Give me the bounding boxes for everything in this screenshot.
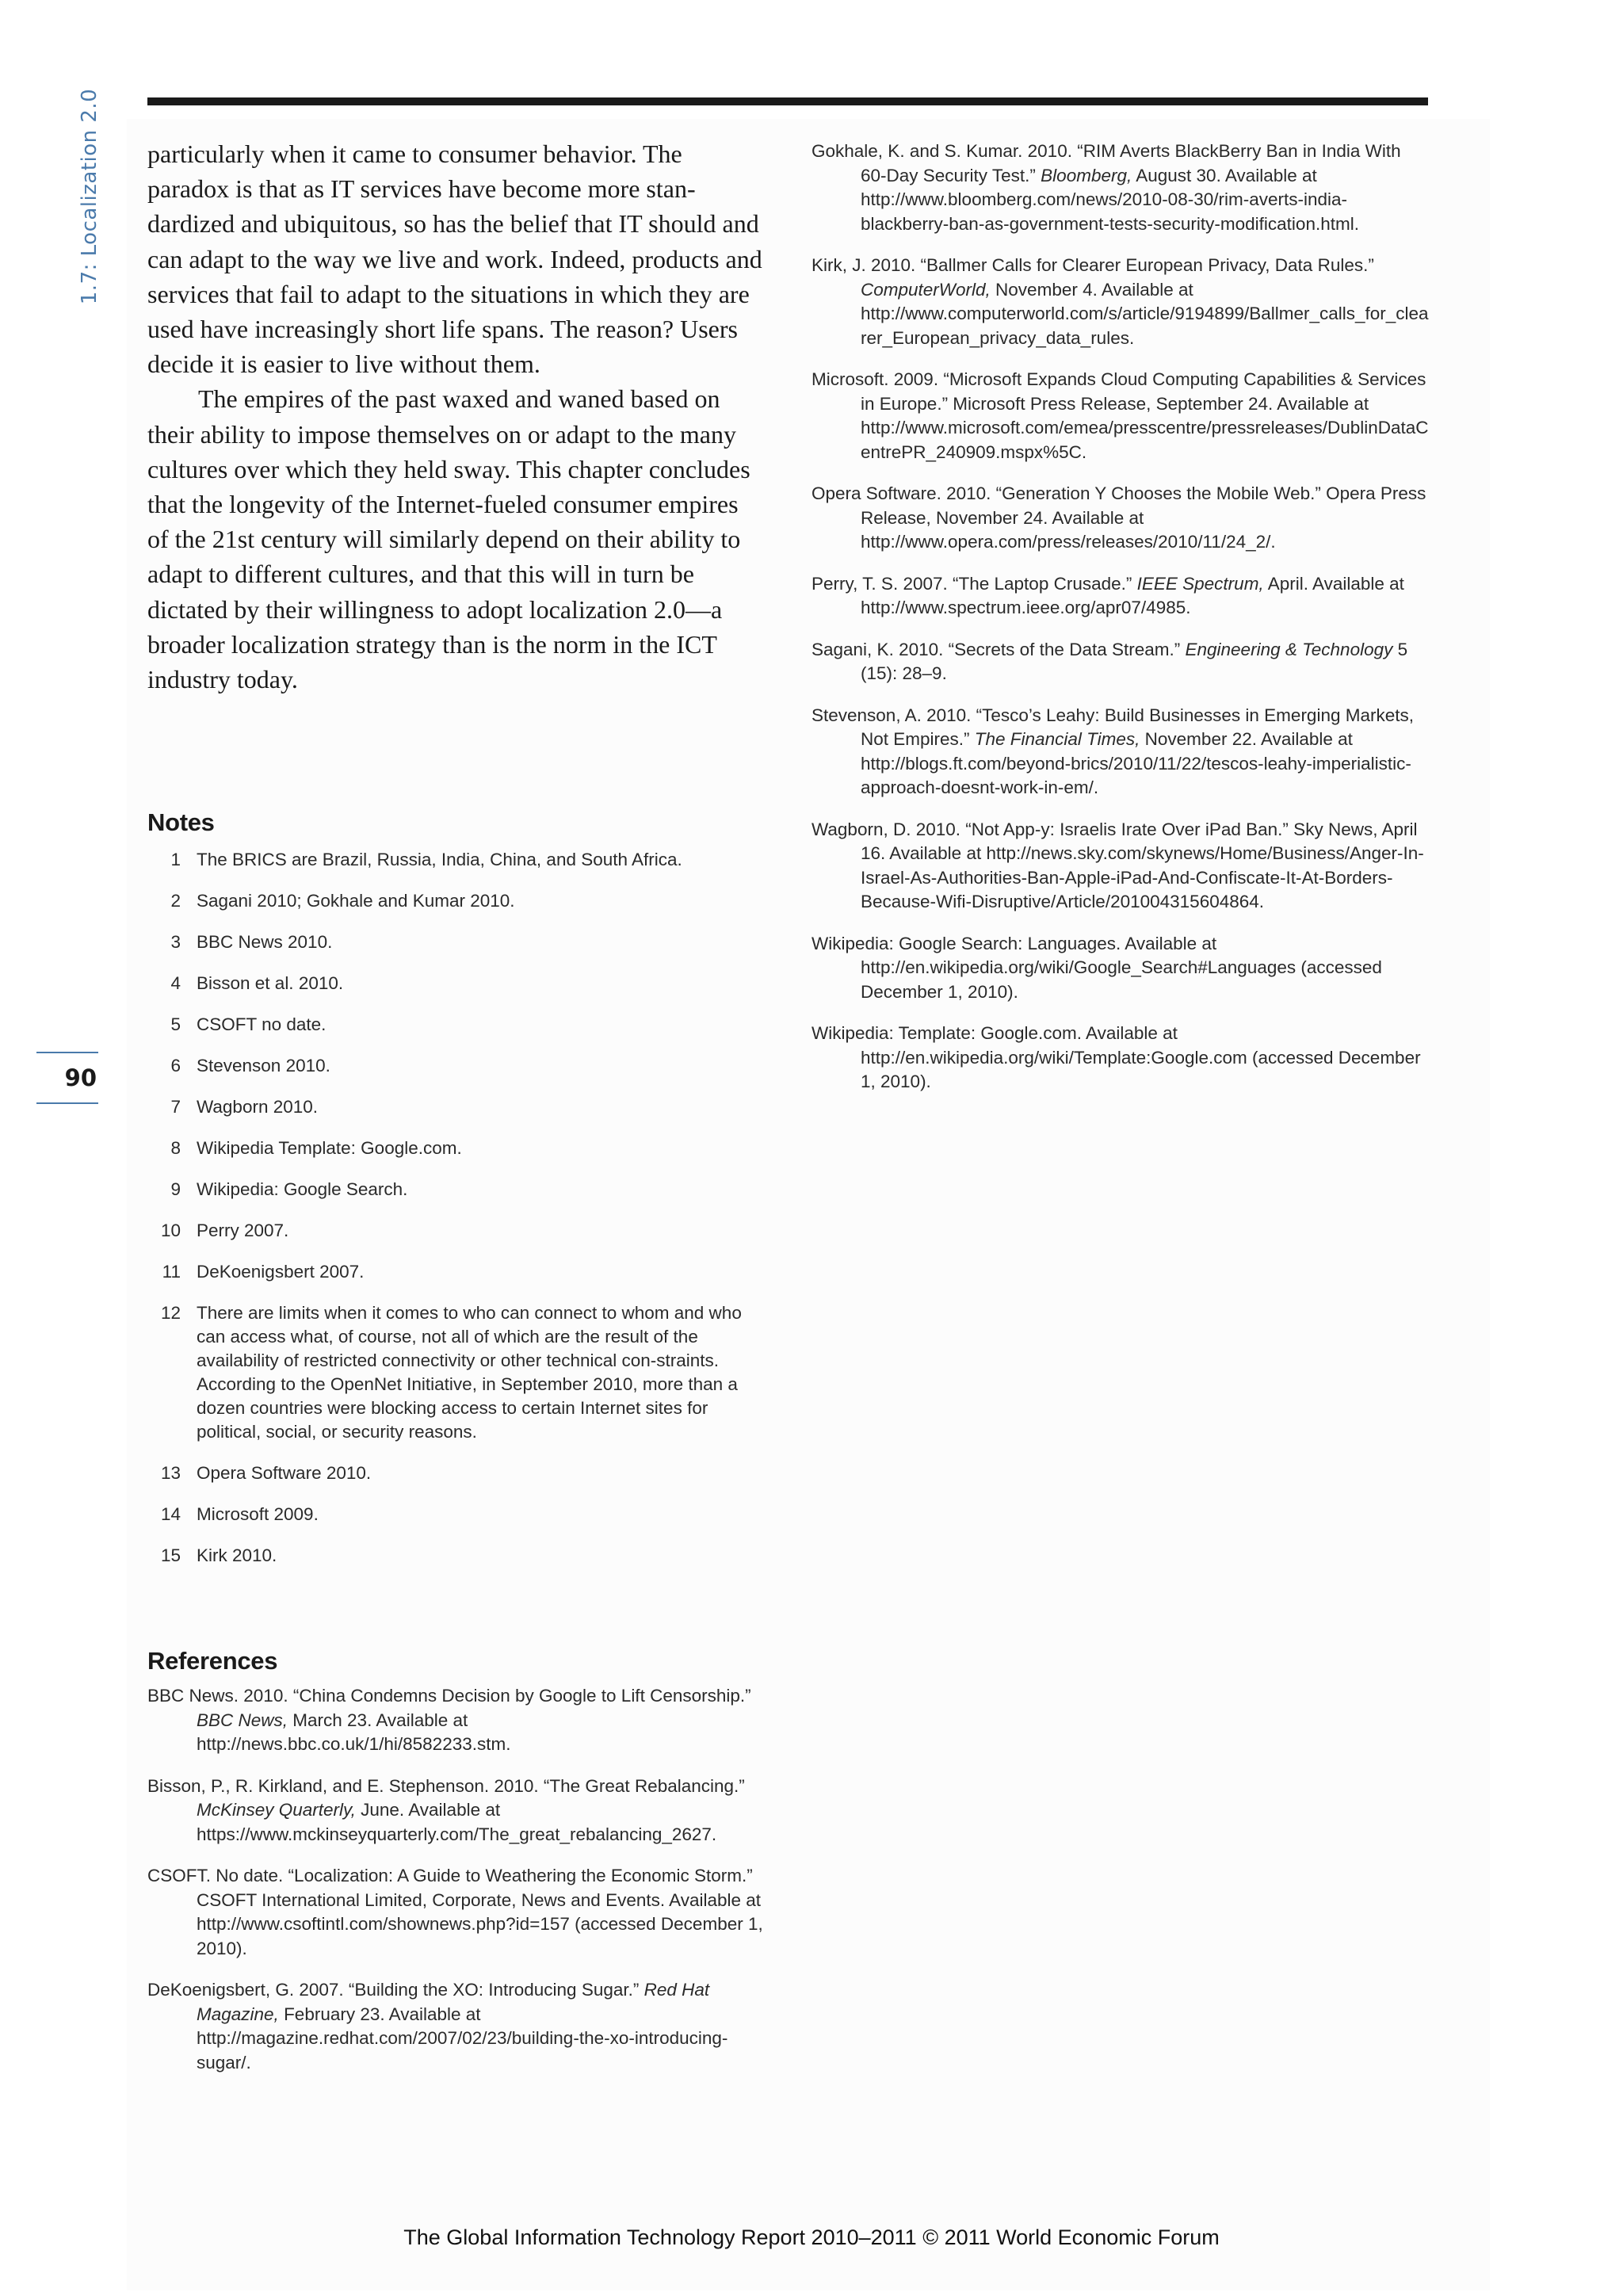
reference-source-title: ComputerWorld, bbox=[861, 279, 991, 300]
note-number: 8 bbox=[170, 1138, 181, 1158]
reference-entry bbox=[147, 1684, 766, 1757]
reference-text: Microsoft. 2009. “Microsoft Expands Cloud Computing Capabilities & Services in Europe.” Microsoft Press Release, September 24. Available at http://www.microsoft.com/emea/presscentre/pressreleases/DublinDataCentrePR_240909.mspx%5C. bbox=[812, 369, 1429, 462]
reference-text: Stevenson, A. 2010. “Tesco’s Leahy: Build Businesses in Emerging Markets, Not Empires.” bbox=[812, 705, 1414, 749]
note-text: BBC News 2010. bbox=[197, 932, 333, 952]
body-paragraph: particularly when it came to consumer behavior. The paradox is that as IT services have become more stan-dardized and ubiquitous, so has the belief that IT should and can adapt to the way we live and work. Indeed, products and services that fail to adapt to the situations in which they are used have increasingly short life spans. The reason? Users decide it is easier to live without them. bbox=[147, 139, 762, 379]
section-label: 1.7: Localization 2.0 bbox=[78, 88, 102, 305]
reference-source-title: Red Hat Magazine, bbox=[197, 1980, 710, 2024]
reference-entry bbox=[812, 139, 1430, 236]
reference-text: Kirk, J. 2010. “Ballmer Calls for Clearer European Privacy, Data Rules.” bbox=[812, 255, 1374, 275]
note-text: There are limits when it comes to who can connect to whom and who can access what, of course, not all of which are the result of the availability of restricted connectivity or other technical con-straints. According to the OpenNet Initiative, in September 2010, more than a dozen countries were blocking access to certain Internet sites for political, social, or security reasons. bbox=[197, 1303, 742, 1442]
note-item bbox=[147, 1503, 766, 1526]
reference-text: April. Available at http://www.spectrum.ieee.org/apr07/4985. bbox=[861, 573, 1404, 617]
reference-text: Wagborn, D. 2010. “Not App-y: Israelis Irate Over iPad Ban.” Sky News, April 16. Available at http://news.sky.com/skynews/Home/Business/Anger-In-Israel-As-Authorities-Ban-Apple-iPad-And-Confiscate-It-At-Borders-Because-Wifi-Disruptive/Article/201004315604864. bbox=[812, 819, 1424, 911]
note-text: Microsoft 2009. bbox=[197, 1504, 319, 1524]
note-item bbox=[147, 972, 766, 995]
reference-source-title: Bloomberg, bbox=[1041, 165, 1132, 185]
reference-text: Opera Software. 2010. “Generation Y Chooses the Mobile Web.” Opera Press Release, November 24. Available at http://www.opera.com/press/releases/2010/11/24_2/. bbox=[812, 483, 1426, 552]
note-text: Bisson et al. 2010. bbox=[197, 973, 344, 993]
reference-text: Wikipedia: Google Search: Languages. Available at http://en.wikipedia.org/wiki/Google_Search#Languages (accessed December 1, 2010). bbox=[812, 933, 1382, 1002]
top-rule bbox=[147, 97, 1428, 105]
reference-entry bbox=[812, 932, 1430, 1005]
note-item bbox=[147, 889, 766, 913]
note-number: 6 bbox=[170, 1056, 181, 1075]
reference-text: CSOFT. No date. “Localization: A Guide to Weathering the Economic Storm.” CSOFT International Limited, Corporate, News and Events. Available at http://www.csoftintl.com/shownews.php?id=157 (accessed December 1, 2010). bbox=[147, 1866, 763, 1958]
page-footer: The Global Information Technology Report 2010–2011 © 2011 World Economic Forum bbox=[403, 2225, 1220, 2249]
reference-entry bbox=[812, 482, 1430, 555]
notes-list bbox=[147, 848, 766, 1585]
note-item bbox=[147, 1054, 766, 1078]
note-item bbox=[147, 930, 766, 954]
reference-entry bbox=[147, 1775, 766, 1847]
note-number: 3 bbox=[170, 932, 181, 952]
reference-entry bbox=[812, 1022, 1430, 1095]
reference-source-title: BBC News, bbox=[197, 1710, 288, 1730]
note-item bbox=[147, 1137, 766, 1160]
reference-source-title: The Financial Times, bbox=[974, 729, 1140, 749]
note-text: DeKoenigsbert 2007. bbox=[197, 1262, 365, 1282]
reference-source-title: McKinsey Quarterly, bbox=[197, 1800, 356, 1820]
note-item bbox=[147, 1178, 766, 1201]
note-text: Wikipedia: Google Search. bbox=[197, 1179, 408, 1199]
note-text: Kirk 2010. bbox=[197, 1545, 277, 1565]
note-number: 11 bbox=[162, 1262, 181, 1282]
note-text: CSOFT no date. bbox=[197, 1014, 327, 1034]
note-number: 15 bbox=[160, 1545, 181, 1565]
reference-entry bbox=[812, 572, 1430, 621]
reference-text: 5 (15): 28–9. bbox=[861, 639, 1408, 683]
reference-entry bbox=[812, 704, 1430, 800]
note-number: 12 bbox=[160, 1303, 181, 1323]
reference-text: February 23. Available at http://magazine.redhat.com/2007/02/23/building-the-xo-introducing-sugar/. bbox=[197, 2004, 728, 2073]
note-number: 5 bbox=[170, 1014, 181, 1034]
note-text: Stevenson 2010. bbox=[197, 1056, 330, 1075]
reference-text: March 23. Available at http://news.bbc.co.uk/1/hi/8582233.stm. bbox=[197, 1710, 511, 1754]
reference-text: August 30. Available at http://www.bloomberg.com/news/2010-08-30/rim-averts-india-blackberry-ban-as-government-tests-security-modification.html. bbox=[861, 165, 1359, 234]
reference-entry bbox=[812, 818, 1430, 915]
note-number: 14 bbox=[160, 1504, 181, 1524]
reference-entry bbox=[812, 368, 1430, 464]
notes-heading: Notes bbox=[147, 808, 215, 836]
reference-text: November 4. Available at http://www.computerworld.com/s/article/9194899/Ballmer_calls_for_clearer_European_privacy_data_rules. bbox=[861, 279, 1429, 348]
reference-text: November 22. Available at http://blogs.ft.com/beyond-brics/2010/11/22/tescos-leahy-imperialistic-approach-doesnt-work-in-em/. bbox=[861, 729, 1411, 797]
note-text: Wikipedia Template: Google.com. bbox=[197, 1138, 462, 1158]
reference-text: DeKoenigsbert, G. 2007. “Building the XO: Introducing Sugar.” bbox=[147, 1980, 644, 2000]
references-left bbox=[147, 1684, 766, 2092]
note-number: 13 bbox=[160, 1463, 181, 1483]
page-number: 90 bbox=[36, 1052, 98, 1104]
note-item bbox=[147, 1260, 766, 1284]
note-item bbox=[147, 1013, 766, 1037]
section-running-head bbox=[73, 88, 106, 305]
note-number: 2 bbox=[170, 891, 181, 911]
note-item bbox=[147, 1095, 766, 1119]
reference-text: Wikipedia: Template: Google.com. Available at http://en.wikipedia.org/wiki/Template:Google.com (accessed December 1, 2010). bbox=[812, 1023, 1421, 1091]
note-item bbox=[147, 1461, 766, 1485]
references-right bbox=[812, 139, 1430, 1095]
note-number: 10 bbox=[160, 1221, 181, 1240]
reference-text: June. Available at https://www.mckinseyquarterly.com/The_great_rebalancing_2627. bbox=[197, 1800, 717, 1844]
note-item bbox=[147, 848, 766, 872]
reference-entry bbox=[812, 254, 1430, 350]
reference-source-title: Engineering & Technology bbox=[1185, 639, 1393, 659]
reference-text: BBC News. 2010. “China Condemns Decision by Google to Lift Censorship.” bbox=[147, 1686, 751, 1706]
reference-text: Perry, T. S. 2007. “The Laptop Crusade.” bbox=[812, 573, 1137, 594]
references-right-column bbox=[812, 139, 1430, 1112]
body-text bbox=[147, 136, 766, 697]
note-item bbox=[147, 1301, 766, 1444]
references-heading: References bbox=[147, 1647, 278, 1675]
reference-text: Sagani, K. 2010. “Secrets of the Data Stream.” bbox=[812, 639, 1186, 659]
note-number: 1 bbox=[170, 850, 181, 869]
reference-source-title: IEEE Spectrum, bbox=[1136, 573, 1264, 594]
reference-entry bbox=[147, 1978, 766, 2075]
reference-entry bbox=[147, 1864, 766, 1961]
note-text: Perry 2007. bbox=[197, 1221, 289, 1240]
reference-entry bbox=[812, 638, 1430, 686]
note-text: Opera Software 2010. bbox=[197, 1463, 372, 1483]
note-number: 7 bbox=[170, 1097, 181, 1117]
note-number: 4 bbox=[170, 973, 181, 993]
note-text: The BRICS are Brazil, Russia, India, China, and South Africa. bbox=[197, 850, 682, 869]
body-paragraph: The empires of the past waxed and waned based on their ability to impose themselves on or adapt to the many cultures over which they held sway. This chapter concludes that the longevity of the Internet-fueled consumer empires of the 21st century will similarly depend on their ability to adapt to different cultures, and that this will in turn be dictated by their willingness to adopt localization 2.0—a broader localization strategy than is the norm in the ICT industry today. bbox=[147, 384, 750, 694]
note-number: 9 bbox=[170, 1179, 181, 1199]
note-item bbox=[147, 1219, 766, 1243]
note-item bbox=[147, 1544, 766, 1568]
reference-text: Bisson, P., R. Kirkland, and E. Stephenson. 2010. “The Great Rebalancing.” bbox=[147, 1775, 745, 1796]
note-text: Sagani 2010; Gokhale and Kumar 2010. bbox=[197, 891, 515, 911]
note-text: Wagborn 2010. bbox=[197, 1097, 319, 1117]
reference-text: Gokhale, K. and S. Kumar. 2010. “RIM Averts BlackBerry Ban in India With 60-Day Security Test.” bbox=[812, 141, 1401, 185]
